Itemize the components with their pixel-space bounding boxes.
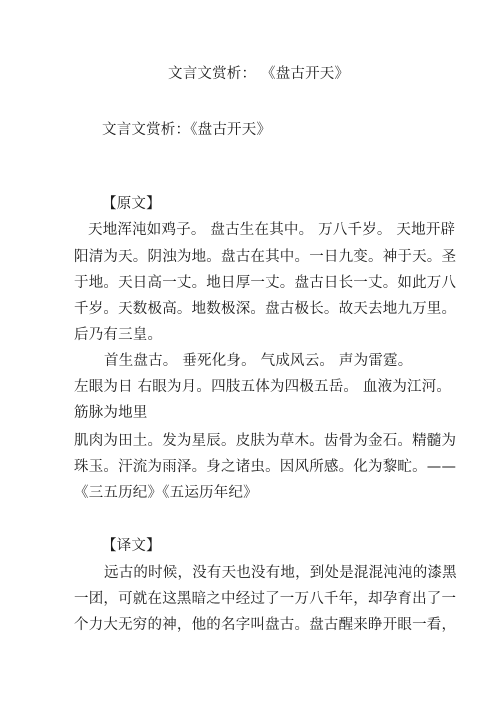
original-line: 后乃有三皇。 <box>74 327 163 343</box>
page-title: 文言文赏析： 《盘古开天》 <box>168 66 350 82</box>
original-heading: 【原文】 <box>102 196 161 212</box>
translation-line: 一团，可就在这黑暗之中经过了一万八千年，却孕育出了一 <box>74 591 457 607</box>
original-line: 于地。天日高一丈。地日厚一丈。盘古日长一丈。如此万八 <box>74 275 457 291</box>
original-line: 千岁。天数极高。地数极深。盘古极长。故天去地九万里。 <box>74 301 457 317</box>
translation-line: 远古的时候，没有天也没有地，到处是混混沌沌的漆黑 <box>104 565 457 581</box>
original-line: 珠玉。汗流为雨泽。身之诸虫。因风所感。化为黎甿。—— <box>74 459 457 475</box>
original-line: 《三五历纪》《五运历年纪》 <box>74 485 258 501</box>
original-line: 首生盘古。 垂死化身。 气成风云。 声为雷霆。 <box>104 353 413 369</box>
translation-line: 个力大无穷的神，他的名字叫盘古。盘古醒来睁开眼一看， <box>74 617 457 633</box>
original-line: 天地浑沌如鸡子。 盘古生在其中。 万八千岁。 天地开辟 <box>88 222 456 238</box>
original-line: 阳清为天。阴浊为地。盘古在其中。一日九变。神于天。圣 <box>74 249 457 265</box>
original-line: 肌肉为田土。发为星辰。皮肤为草木。齿骨为金石。精髓为 <box>74 433 457 449</box>
translation-heading: 【译文】 <box>102 538 161 554</box>
subtitle: 文言文赏析：《盘古开天》 <box>102 122 272 138</box>
original-line: 左眼为日 右眼为月。四肢五体为四极五岳。 血液为江河。 <box>74 379 452 395</box>
original-line: 筋脉为地里 <box>74 405 148 421</box>
